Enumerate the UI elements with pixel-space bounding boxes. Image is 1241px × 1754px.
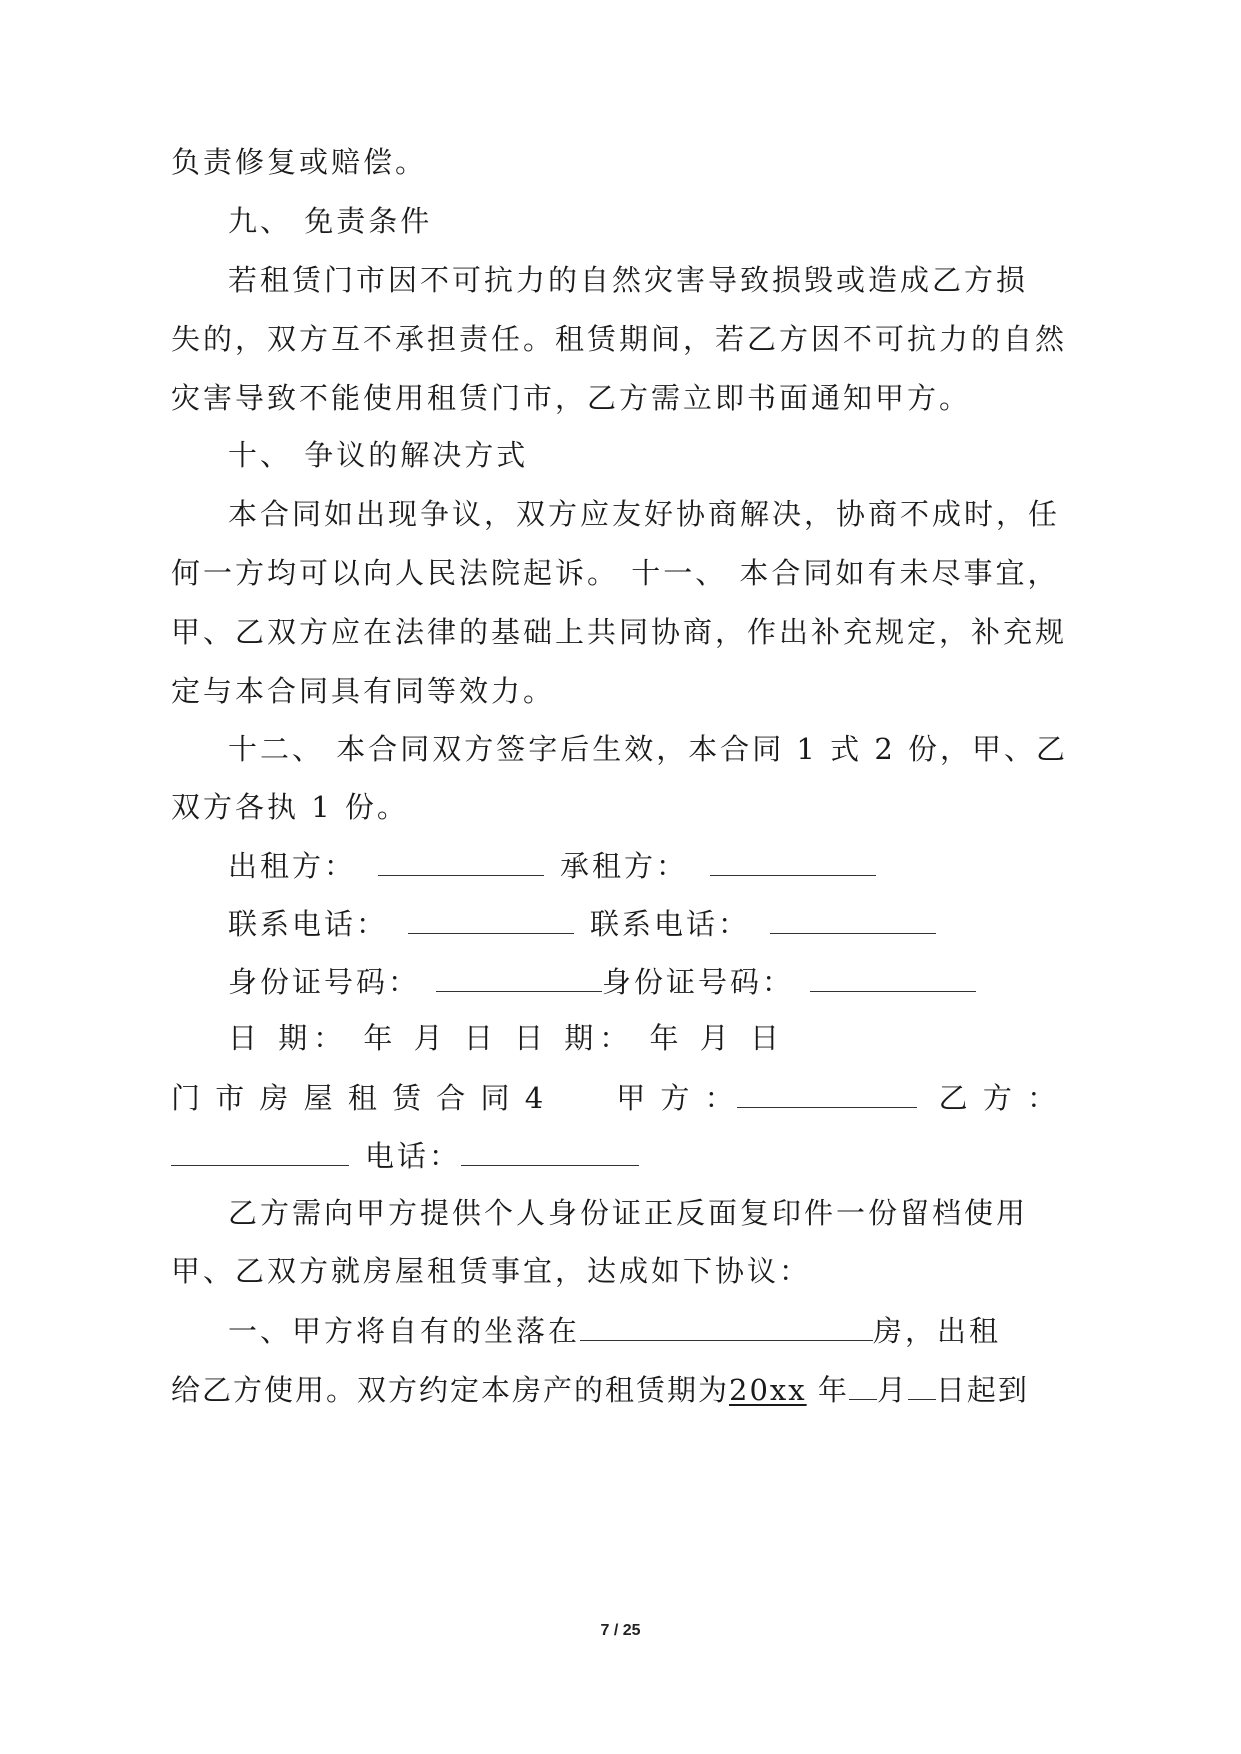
paragraph-line: 甲、乙双方应在法律的基础上共同协商，作出补充规定，补充规 (171, 615, 1068, 649)
lessor-label: 出租方： (228, 849, 357, 883)
party-a-label: 甲 方 ： (616, 1081, 737, 1115)
id-blank-a (436, 967, 602, 992)
contract4-phone-blank (461, 1141, 639, 1166)
lease-term-suffix: 日起到 (935, 1373, 1029, 1407)
id-label-a: 身份证号码： (228, 965, 421, 999)
contract4-phone-row (171, 1141, 639, 1171)
lease-start-year: 20xx (729, 1373, 807, 1407)
paragraph-line: 甲、乙双方就房屋租赁事宜，达成如下协议： (171, 1254, 812, 1288)
phone-label-b: 联系电话： (590, 907, 751, 941)
party-b-label: 乙 方 ： (938, 1081, 1060, 1115)
lessee-label: 承租方： (560, 849, 689, 883)
id-row (228, 967, 976, 997)
paragraph-line: 定与本合同具有同等效力。 (171, 674, 556, 708)
party-a-blank (737, 1083, 917, 1108)
paragraph-line: 十二、 本合同双方签字后生效，本合同 1 式 2 份，甲、乙 (228, 732, 1068, 766)
property-location-label: 一、甲方将自有的坐落在 (228, 1314, 581, 1348)
contract4-header-row (171, 1083, 1059, 1113)
party-b-blank (171, 1141, 349, 1166)
contract4-phone-label: 电话： (365, 1139, 462, 1173)
page-number: 7 / 25 (600, 1622, 641, 1639)
month-unit: 月 (876, 1373, 908, 1407)
paragraph-line: 负责修复或赔偿。 (171, 145, 428, 179)
phone-label-a: 联系电话： (228, 907, 389, 941)
phone-blank-b (770, 909, 936, 934)
date-row: 日 期： 年 月 日 日 期： 年 月 日 (228, 1021, 785, 1055)
paragraph-line: 失的，双方互不承担责任。租赁期间，若乙方因不可抗力的自然 (171, 322, 1068, 356)
lessee-blank (710, 851, 876, 876)
property-location-suffix: 房，出租 (873, 1314, 1002, 1348)
lease-term-row (171, 1375, 1029, 1405)
phone-row (228, 909, 936, 939)
id-blank-b (810, 967, 976, 992)
paragraph-line: 本合同如出现争议，双方应友好协商解决，协商不成时，任 (228, 497, 1061, 531)
property-location-blank (580, 1316, 873, 1341)
day-blank (908, 1375, 936, 1400)
section-heading-nine: 九、 免责条件 (228, 204, 433, 238)
contract-title: 门 市 房 屋 租 赁 合 同 4 (171, 1081, 547, 1115)
paragraph-line: 何一方均可以向人民法院起诉。 十一、 本合同如有未尽事宜， (171, 556, 1060, 590)
year-unit: 年 (806, 1373, 849, 1407)
property-location-row (228, 1316, 1001, 1346)
lessor-row (228, 851, 876, 881)
section-heading-ten: 十、 争议的解决方式 (228, 438, 529, 472)
lessor-blank (378, 851, 544, 876)
month-blank (849, 1375, 877, 1400)
paragraph-line: 灾害导致不能使用租赁门市，乙方需立即书面通知甲方。 (171, 381, 972, 415)
paragraph-line: 双方各执 1 份。 (171, 790, 409, 824)
id-label-b: 身份证号码： (602, 965, 795, 999)
paragraph-line: 乙方需向甲方提供个人身份证正反面复印件一份留档使用 (228, 1196, 1029, 1230)
phone-blank-a (408, 909, 574, 934)
paragraph-line: 若租赁门市因不可抗力的自然灾害导致损毁或造成乙方损 (228, 263, 1029, 297)
lease-term-label: 给乙方使用。双方约定本房产的租赁期为 (171, 1373, 730, 1407)
